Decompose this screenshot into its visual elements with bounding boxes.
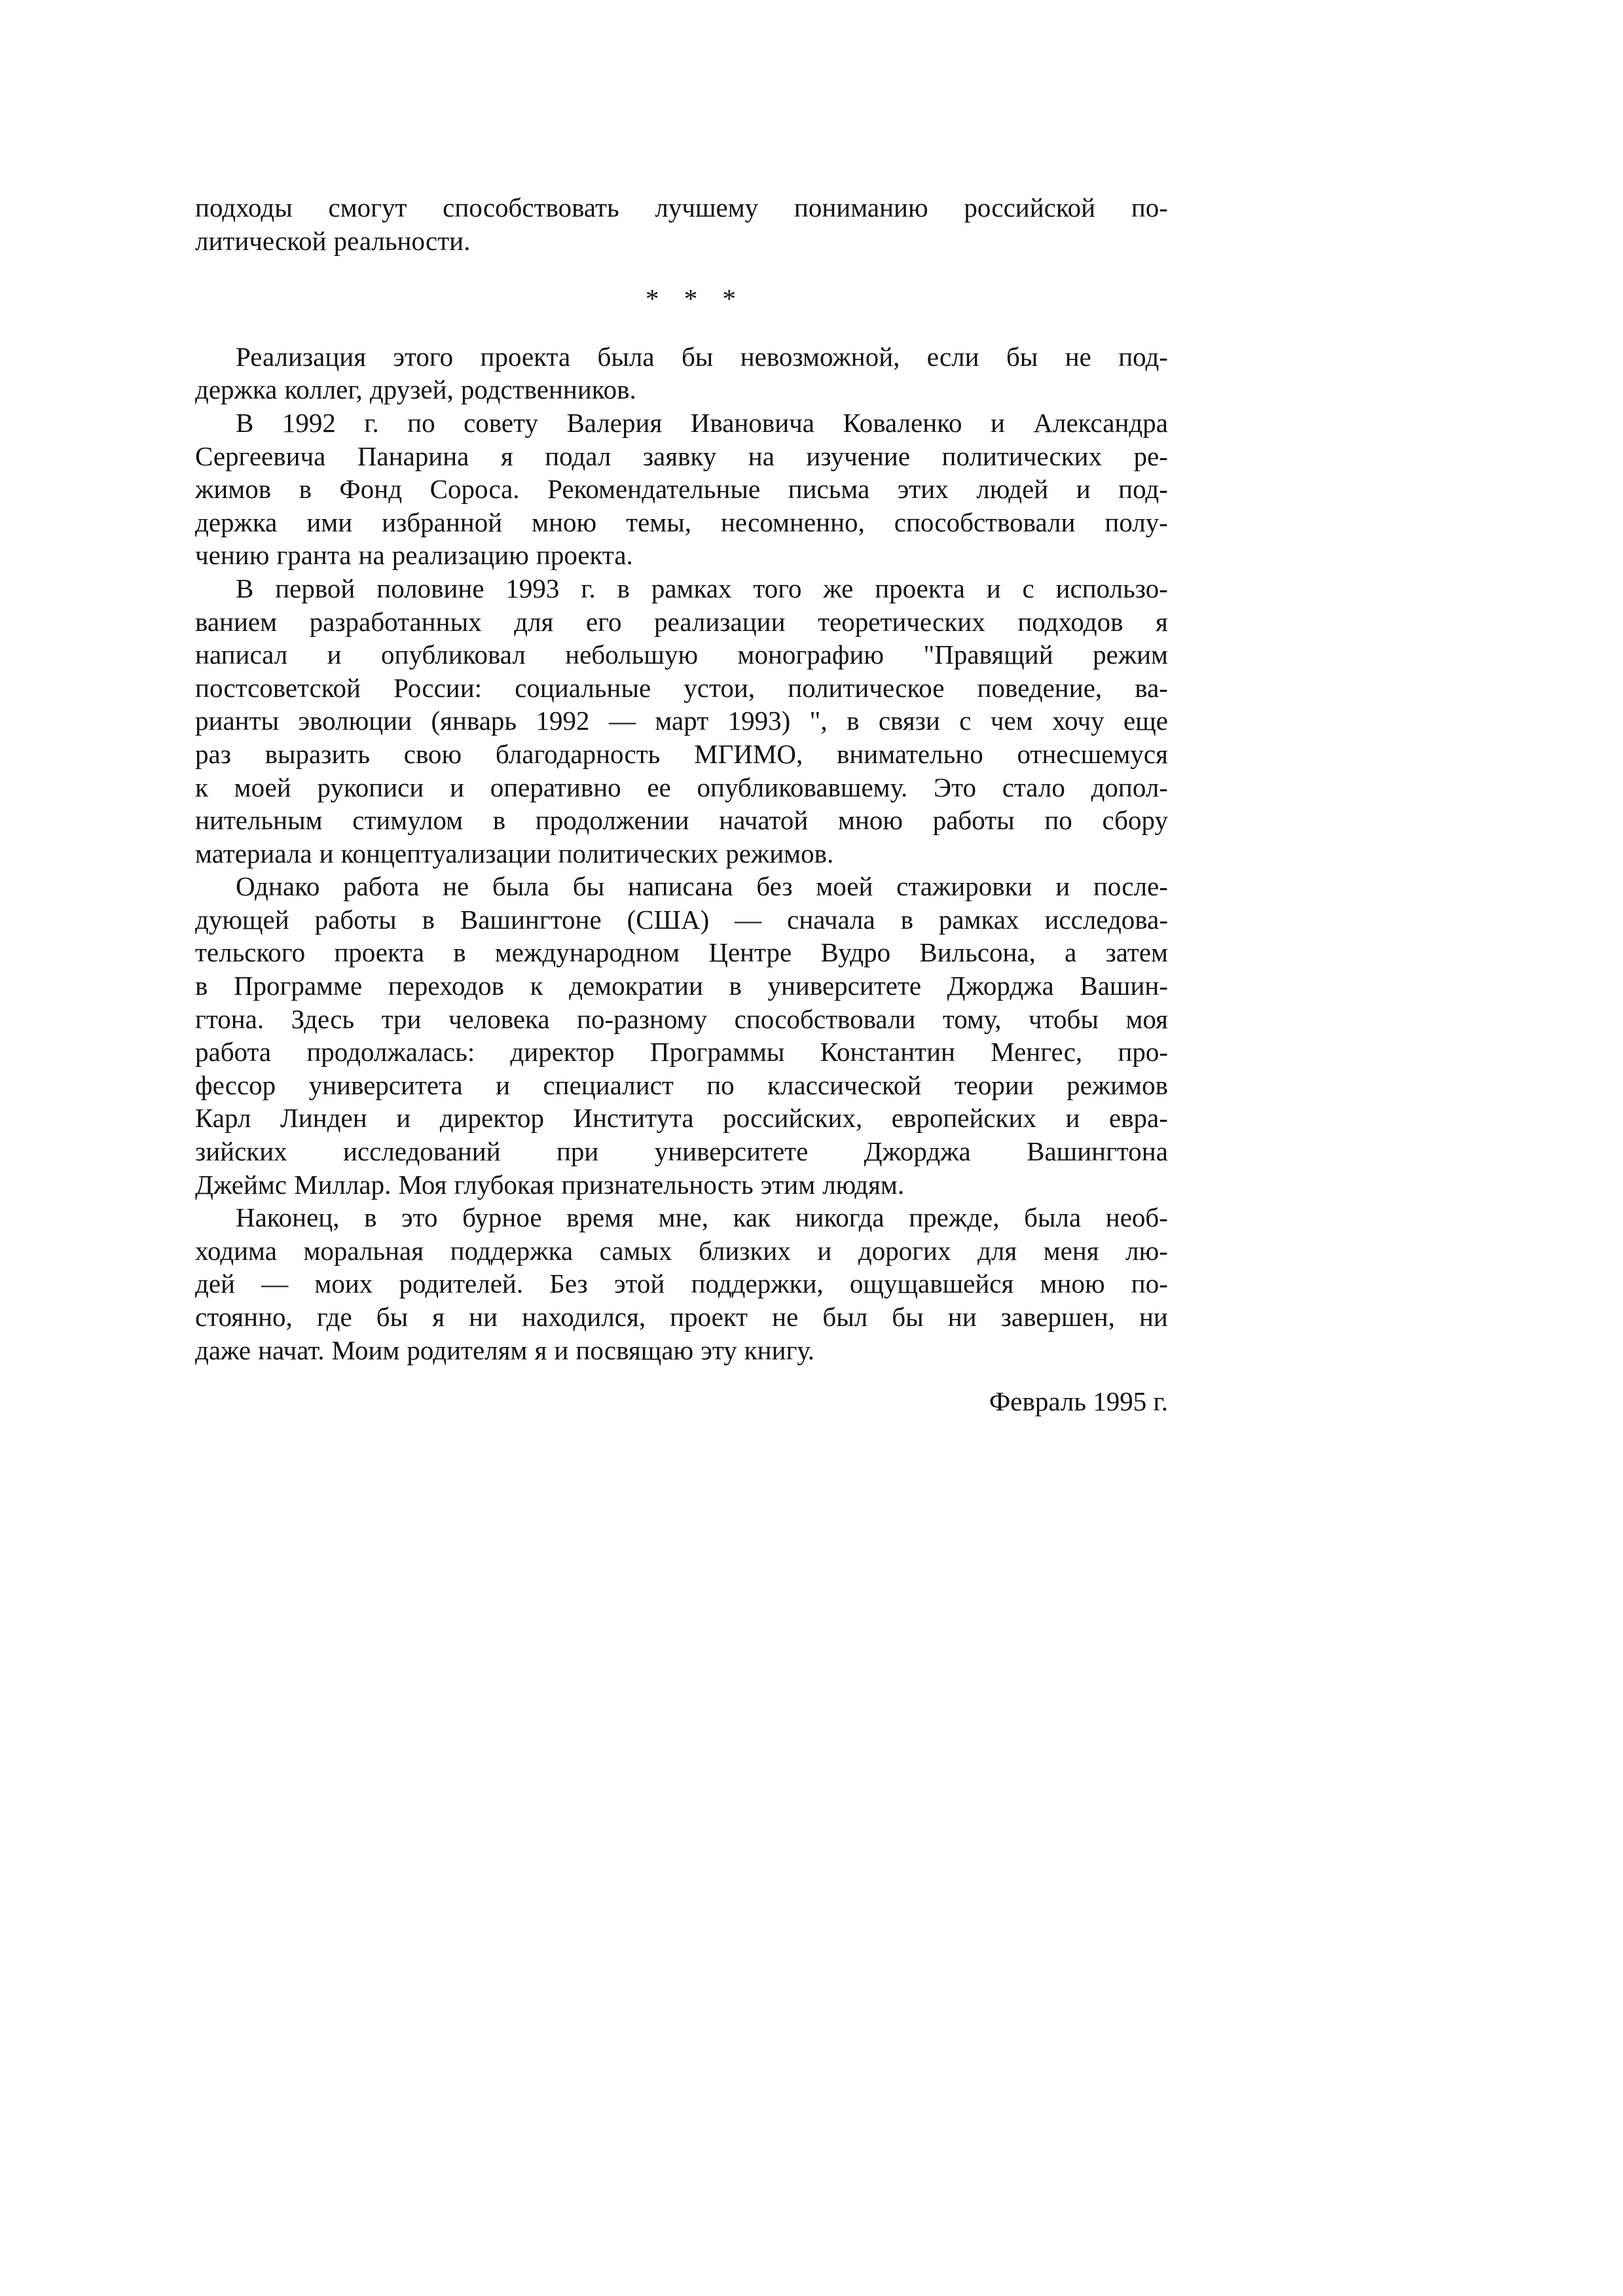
text-line: дей — моих родителей. Без этой поддержки, ощущавшейся мною по- xyxy=(195,1268,1168,1299)
text-line: тельского проекта в международном Центре Вудро Вильсона, а затем xyxy=(195,937,1168,968)
paragraph xyxy=(195,406,1168,572)
text-line: Наконец, в это бурное время мне, как никогда прежде, была необ- xyxy=(236,1202,1168,1233)
text-line: стоянно, где бы я ни находился, проект не был бы ни завершен, ни xyxy=(195,1302,1168,1332)
text-line: материала и концептуализации политических режимов. xyxy=(195,838,834,869)
text-line: чению гранта на реализацию проекта. xyxy=(195,540,633,571)
text-line: даже начат. Моим родителям я и посвящаю эту книгу. xyxy=(195,1335,815,1365)
text-line: постсоветской России: социальные устои, политическое поведение, ва- xyxy=(195,672,1168,703)
text-line: Сергеевича Панарина я подал заявку на изучение политических ре- xyxy=(195,440,1168,471)
text-line: подходы смогут способствовать лучшему пониманию российской по- xyxy=(195,192,1168,223)
paragraph xyxy=(195,191,1168,257)
text-line: дующей работы в Вашингтоне (США) — сначала в рамках исследова- xyxy=(195,904,1168,935)
text-line: гтона. Здесь три человека по-разному способствовали тому, чтобы моя xyxy=(195,1003,1168,1034)
text-block xyxy=(195,191,1168,1418)
text-line: Джеймс Миллар. Моя глубокая признательность этим людям. xyxy=(195,1169,905,1200)
text-line: нительным стимулом в продолжении начатой мною работы по сбору xyxy=(195,805,1168,836)
text-line: В 1992 г. по совету Валерия Ивановича Коваленко и Александра xyxy=(236,407,1168,438)
paragraph xyxy=(195,870,1168,1201)
text-line: Карл Линден и директор Института российских, европейских и евра- xyxy=(195,1103,1168,1134)
paragraph xyxy=(195,340,1168,406)
text-line: ванием разработанных для его реализации теоретических подходов я xyxy=(195,606,1168,637)
text-line: зийских исследований при университете Джорджа Вашингтона xyxy=(195,1136,1168,1167)
text-line: держка ими избранной мною темы, несомненно, способствовали полу- xyxy=(195,507,1168,537)
paragraph xyxy=(195,572,1168,870)
text-line: держка коллег, друзей, родственников. xyxy=(195,374,636,405)
separator-asterisk: * xyxy=(722,283,736,314)
text-line: ходима моральная поддержка самых близких и дорогих для меня лю- xyxy=(195,1235,1168,1266)
text-line: раз выразить свою благодарность МГИМО, внимательно отнесшемуся xyxy=(195,738,1168,769)
text-line: В первой половине 1993 г. в рамках того же проекта и с использо- xyxy=(236,573,1168,603)
text-line: жимов в Фонд Сороса. Рекомендательные письма этих людей и под- xyxy=(195,474,1168,505)
signature-date: Февраль 1995 г. xyxy=(989,1386,1168,1417)
text-line: к моей рукописи и оперативно ее опубликовавшему. Это стало допол- xyxy=(195,772,1168,802)
section-separator xyxy=(195,282,1168,315)
text-line: литической реальности. xyxy=(195,225,471,256)
separator-asterisk: * xyxy=(684,283,698,314)
text-line: Однако работа не была бы написана без моей стажировки и после- xyxy=(236,871,1168,902)
text-line: Реализация этого проекта была бы невозможной, если бы не под- xyxy=(236,341,1168,372)
text-line: фессор университета и специалист по классической теории режимов xyxy=(195,1069,1168,1100)
separator-asterisk: * xyxy=(646,283,659,314)
text-line: в Программе переходов к демократии в университете Джорджа Вашин- xyxy=(195,971,1168,1001)
paragraph xyxy=(195,1201,1168,1367)
text-line: написал и опубликовал небольшую монографию "Правящий режим xyxy=(195,639,1168,670)
text-line: работа продолжалась: директор Программы Константин Менгес, про- xyxy=(195,1037,1168,1067)
text-line: рианты эволюции (январь 1992 — март 1993) ", в связи с чем хочу еще xyxy=(195,706,1168,736)
